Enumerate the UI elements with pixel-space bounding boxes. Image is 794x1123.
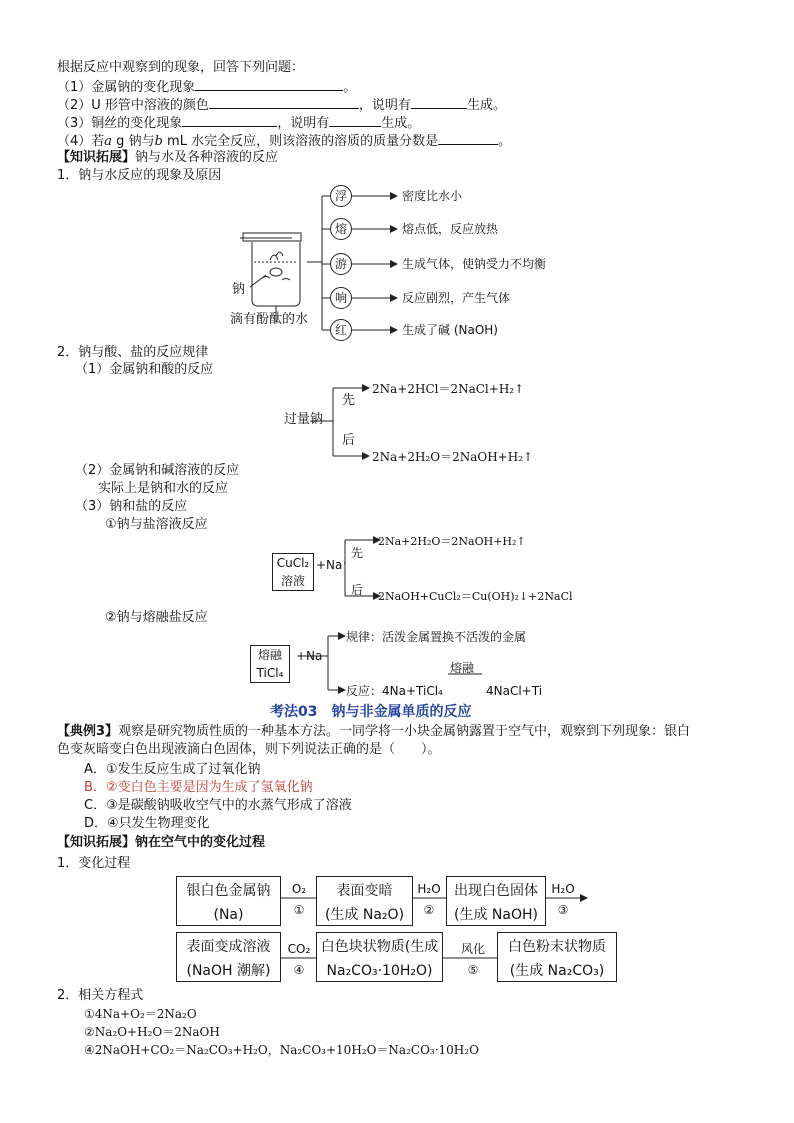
flow-box-dark: 表面变暗 (生成 Na₂O) (316, 876, 413, 926)
arrow-2-reagent: H₂O (417, 882, 441, 896)
arrow-5-step: ⑤ (467, 963, 479, 977)
salt-first: 先 (351, 546, 364, 560)
salt-equation-1: 2Na+2H₂O＝2NaOH+H₂↑ (378, 535, 526, 548)
section-3-title: 考法03 钠与非金属单质的反应 (270, 704, 472, 720)
melt-reaction-right: 4NaCl+Ti (486, 684, 543, 698)
acid-first: 先 (342, 393, 356, 408)
reason-red: 生成了碱 (NaOH) (402, 323, 498, 337)
option-c: C．③是碳酸钠吸收空气中的水蒸气形成了溶液 (84, 798, 352, 813)
question-1: （1）金属钠的变化现象 。 (57, 80, 357, 95)
acid-equation-2: 2Na+2H₂O＝2NaOH+H₂↑ (372, 450, 534, 464)
reason-sound: 反应剧烈，产生气体 (402, 291, 511, 305)
knowledge-extension-1: 【知识拓展】钠与水及各种溶液的反应 (57, 150, 279, 165)
acid-later: 后 (342, 433, 356, 448)
change-process-title: 1．变化过程 (57, 856, 131, 871)
circle-red: 红 (330, 319, 352, 341)
equation-4: ④2NaOH+CO₂＝Na₂CO₃+H₂O，Na₂CO₃+10H₂O＝Na₂CO₃·10H₂O (84, 1043, 479, 1057)
section-1-title: 1．钠与水反应的现象及原因 (57, 168, 222, 183)
arrow-1-step: ① (293, 903, 305, 917)
example-3-line-2: 色变灰暗变白色出现液滴白色固体，则下列说法正确的是（ ）。 (57, 742, 441, 757)
question-2: （2）U 形管中溶液的颜色 ，说明有 生成。 (57, 98, 506, 113)
question-4: （4）若a g 钠与b mL 水完全反应，则该溶液的溶质的质量分数是 。 (57, 134, 512, 149)
arrow-4-reagent: CO₂ (287, 942, 311, 956)
melt-rule: 规律：活泼金属置换不活泼的金属 (346, 630, 527, 644)
section-2-3-a: ①钠与盐溶液反应 (105, 517, 208, 532)
flow-box-powder: 白色粉末状物质 (生成 Na₂CO₃) (497, 932, 617, 982)
equation-1: ①4Na+O₂＝2Na₂O (84, 1007, 197, 1021)
example-3-line-1: 【典例3】观察是研究物质性质的一种基本方法。一同学将一小块金属钠露置于空气中，观察到下列现象：银白 (57, 724, 691, 739)
knowledge-extension-2: 【知识拓展】钠在空气中的变化过程 (57, 835, 266, 850)
option-b: B．②变白色主要是因为生成了氢氧化钠 (84, 780, 313, 795)
beaker-caption: 滴有酚酞的水 (230, 312, 309, 327)
arrow-3-reagent: H₂O (551, 882, 575, 896)
acid-equation-1: 2Na+2HCl＝2NaCl+H₂↑ (372, 382, 525, 396)
circle-swim: 游 (330, 253, 352, 275)
molten-ticl4-box: 熔融 TiCl₄ (250, 645, 290, 683)
reason-float: 密度比水小 (402, 189, 463, 203)
salt-equation-2: 2NaOH+CuCl₂＝Cu(OH)₂↓+2NaCl (378, 590, 573, 603)
section-2-2-note: 实际上是钠和水的反应 (98, 481, 229, 496)
reason-swim: 生成气体，使钠受力不均衡 (402, 257, 547, 271)
circle-float: 浮 (330, 185, 352, 207)
flow-box-solution: 表面变成溶液 (NaOH 潮解) (176, 932, 281, 982)
flow-box-sodium: 银白色金属钠 (Na) (176, 876, 281, 926)
circle-sound: 响 (330, 287, 352, 309)
arrow-3-step: ③ (557, 903, 569, 917)
melt-plus-na: +Na (296, 649, 323, 663)
arrow-2-step: ② (423, 903, 435, 917)
flow-box-white-solid: 出现白色固体 (生成 NaOH) (446, 876, 546, 926)
acid-label: 过量钠 (284, 412, 324, 427)
cucl2-solution-box: CuCl₂ 溶液 (272, 553, 314, 591)
option-d: D．④只发生物理变化 (84, 816, 210, 831)
reason-melt: 熔点低，反应放热 (402, 222, 499, 236)
sodium-label: 钠 (232, 282, 246, 297)
equation-2: ②Na₂O+H₂O＝2NaOH (84, 1025, 220, 1039)
section-2-title: 2．钠与酸、盐的反应规律 (57, 345, 209, 360)
option-a: A．①发生反应生成了过氧化钠 (84, 762, 261, 777)
flow-box-lump: 白色块状物质(生成 Na₂CO₃·10H₂O) (316, 932, 443, 982)
question-3: （3）铜丝的变化现象 ，说明有 生成。 (57, 116, 421, 131)
melt-reaction-left: 反应：4Na+TiCl₄ (346, 684, 443, 698)
arrow-5-reagent: 风化 (460, 942, 485, 956)
section-2-2: （2）金属钠和碱溶液的反应 (75, 463, 240, 478)
salt-plus-na: +Na (316, 558, 343, 572)
equations-title: 2．相关方程式 (57, 988, 144, 1003)
melt-condition: 熔融 (450, 661, 475, 675)
section-2-1: （1）金属钠和酸的反应 (75, 362, 214, 377)
section-2-3: （3）钠和盐的反应 (75, 499, 188, 514)
circle-melt: 熔 (330, 218, 352, 240)
arrow-1-reagent: O₂ (291, 882, 307, 896)
arrow-4-step: ④ (293, 963, 305, 977)
section-2-3-b: ②钠与熔融盐反应 (105, 610, 208, 625)
intro-text: 根据反应中观察到的现象，回答下列问题： (57, 60, 305, 75)
salt-later: 后 (351, 583, 364, 597)
